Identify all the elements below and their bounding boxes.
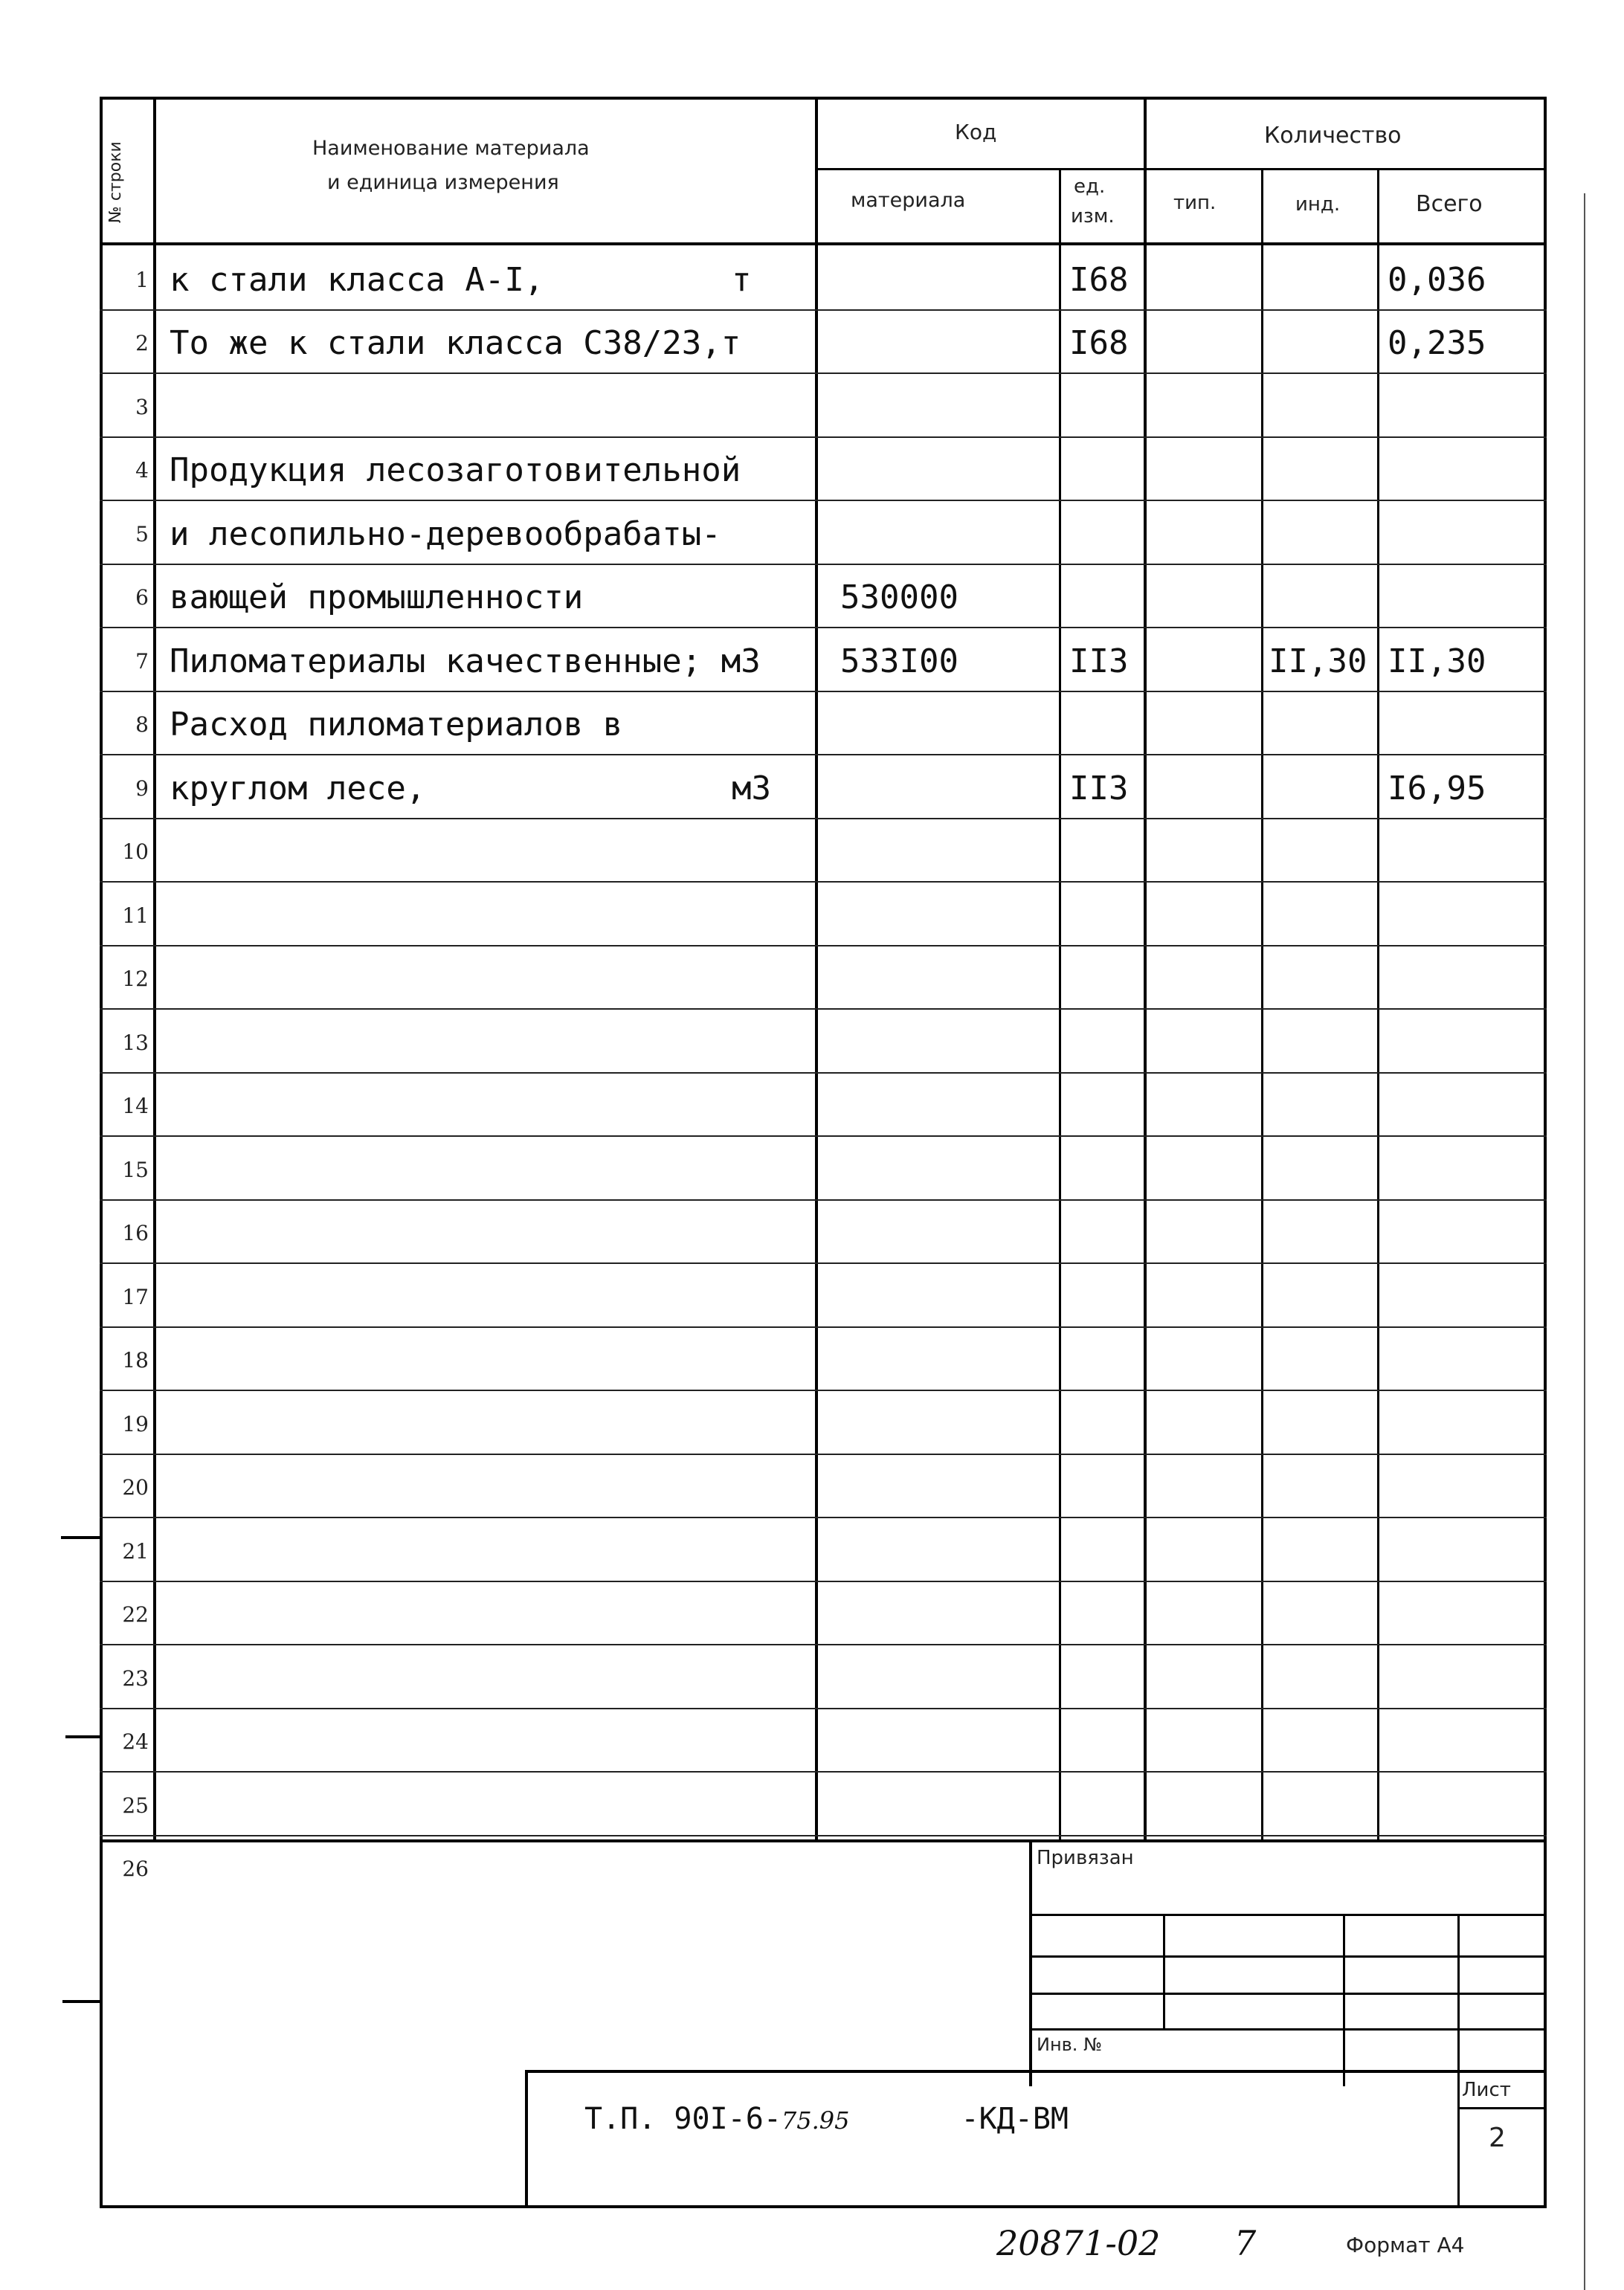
row-separator [100,1390,1547,1391]
row-number: 1 [135,268,149,292]
header-row-number-label: № строки [106,141,125,223]
margin-tick [65,1735,103,1738]
row-quantity-total: 0,235 [1388,324,1486,362]
frame-right [1544,97,1547,2208]
doc-code-prefix: Т.П. 90I-6- [584,2102,782,2136]
row-separator [100,627,1547,628]
doc-code-suffix: -КД-ВМ [961,2102,1069,2136]
row-separator [100,691,1547,692]
row-quantity-total: 0,036 [1388,261,1486,299]
row-separator [100,881,1547,883]
row-separator [100,1262,1547,1264]
header-name-line1: Наименование материала [312,137,590,160]
row-unit-code: I68 [1069,261,1129,299]
row-number: 5 [135,522,149,546]
margin-line [1584,193,1585,2290]
row-quantity-total: I6,95 [1388,770,1486,807]
row-separator [100,1581,1547,1582]
header-code-material: материала [851,189,966,212]
header-quantity-group: Количество [1264,123,1402,149]
footer-archive-number: 20871-02 [996,2223,1161,2263]
row-material-name: Расход пиломатериалов в [170,706,623,744]
row-number: 10 [122,839,149,864]
row-unit-code: I68 [1069,324,1129,362]
row-material-code: 533I00 [840,642,958,680]
footer-format-label: Формат А4 [1346,2233,1465,2257]
row-separator [100,1326,1547,1328]
row-number: 15 [122,1158,149,1182]
row-material-name: То же к стали класса С38/23,т [170,324,741,362]
row-name-unit: м3 [732,770,771,807]
row-separator [100,1135,1547,1137]
row-separator [100,1708,1547,1709]
row-material-name: и лесопильно-деревообрабаты- [170,515,721,553]
row-separator [100,500,1547,501]
row-number: 3 [135,395,149,419]
row-material-name: вающей промышленности [170,578,584,616]
row-separator [100,564,1547,565]
row-number: 6 [135,585,149,610]
row-number: 8 [135,712,149,737]
row-number: 26 [122,1857,149,1881]
row-number: 13 [122,1030,149,1055]
row-number: 16 [122,1221,149,1245]
frame-top [100,97,1547,100]
row-number: 21 [122,1539,149,1564]
row-number: 4 [135,458,149,483]
row-number: 2 [135,331,149,355]
doc-code-handwritten: 75.95 [781,2106,850,2135]
header-code-unit-line1: ед. [1074,175,1106,198]
header-code-unit-line2: изм. [1071,205,1115,228]
row-number: 11 [122,903,149,928]
row-number: 7 [135,649,149,674]
row-separator [100,1771,1547,1773]
row-number: 22 [122,1602,149,1627]
row-name-unit: т [732,261,752,299]
row-separator [100,436,1547,438]
row-separator [100,945,1547,946]
row-separator [100,1454,1547,1455]
stamp-sheet-number: 2 [1489,2123,1506,2153]
margin-tick [61,1536,103,1539]
row-unit-code: II3 [1069,770,1129,807]
row-number: 24 [122,1729,149,1754]
row-separator [100,1072,1547,1074]
stamp-sheet-label: Лист [1462,2079,1511,2101]
stamp-inventory-number-label: Инв. № [1037,2034,1103,2055]
row-separator [100,754,1547,755]
header-quantity-total: Всего [1416,191,1483,217]
header-quantity-typ: тип. [1173,192,1217,214]
row-separator [100,1517,1547,1518]
frame-left [100,97,103,2208]
header-name-line2: и единица измерения [327,171,559,194]
stamp-privyazan-label: Привязан [1037,1847,1134,1869]
row-number: 19 [122,1412,149,1436]
row-separator [100,309,1547,311]
row-material-name: круглом лесе, [170,770,426,807]
row-separator [100,372,1547,374]
margin-tick [62,2000,103,2003]
row-number: 9 [135,776,149,801]
row-material-name: Продукция лесозаготовительной [170,451,741,489]
row-number: 20 [122,1475,149,1500]
row-number: 17 [122,1285,149,1309]
row-number: 12 [122,967,149,991]
row-separator [100,1835,1547,1836]
row-number: 18 [122,1348,149,1373]
row-quantity-total: II,30 [1388,642,1486,680]
row-separator [100,1199,1547,1201]
stamp-document-code [584,2104,1069,2134]
row-separator [100,1008,1547,1010]
frame-bottom [100,2205,1547,2208]
row-number: 25 [122,1793,149,1818]
row-separator [100,1644,1547,1645]
footer-page-handwritten: 7 [1234,2223,1257,2263]
row-material-name: Пиломатериалы качественные; м3 [170,642,761,680]
row-unit-code: II3 [1069,642,1129,680]
row-quantity-ind: II,30 [1269,642,1367,680]
header-code-group: Код [955,120,997,144]
header-quantity-ind: инд. [1295,193,1341,216]
row-material-code: 530000 [840,578,958,616]
row-number: 14 [122,1094,149,1118]
row-separator [100,818,1547,819]
row-material-name: к стали класса А-I, [170,261,544,299]
row-number: 23 [122,1666,149,1691]
